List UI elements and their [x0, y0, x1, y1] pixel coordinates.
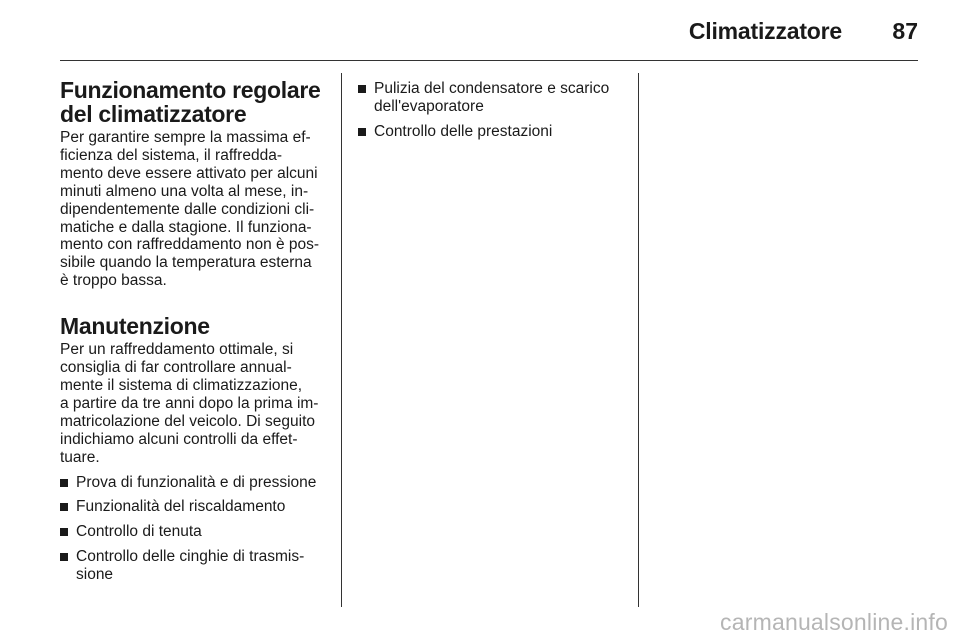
- page-header: [60, 14, 918, 60]
- header-divider: [60, 60, 918, 61]
- list-item-text: Prova di funzionalità e di pressione: [76, 473, 317, 491]
- heading-maintenance: Manutenzione: [60, 313, 210, 340]
- maintenance-checklist-continued: [358, 80, 628, 141]
- paragraph-regular-operation: Per garantire sempre la massima ef- ficienza del sistema, il raffredda- mento deve essere attivato per alcuni minuti almeno una volta al mese, in- dipendentemente dalle condizioni cli- matiche e dalla stagione. Il funziona- mento con raffreddamento non è pos- sibile quando la temperatura esterna è troppo bassa.: [60, 129, 320, 290]
- list-item-text: Controllo delle prestazioni: [374, 122, 553, 140]
- column-divider-right: [638, 73, 639, 607]
- list-item: [60, 474, 330, 492]
- heading-regular-operation: Funzionamento regolare del climatizzatore: [60, 77, 321, 127]
- list-item-text: Pulizia del condensatore e scarico dell'evaporatore: [374, 80, 610, 115]
- square-bullet-icon: [358, 128, 366, 136]
- square-bullet-icon: [60, 479, 68, 487]
- square-bullet-icon: [60, 528, 68, 536]
- list-item-text: Funzionalità del riscaldamento: [76, 498, 286, 516]
- list-item: [60, 548, 330, 584]
- section-title: Climatizzatore: [688, 18, 842, 44]
- square-bullet-icon: [358, 85, 366, 93]
- list-item-text: Controllo di tenuta: [76, 523, 202, 541]
- watermark: carmanualsonline.info: [720, 609, 948, 635]
- list-item: [60, 498, 330, 516]
- square-bullet-icon: [60, 503, 68, 511]
- middle-column: [358, 80, 628, 141]
- column-divider-left: [341, 73, 342, 607]
- paragraph-maintenance: Per un raffreddamento ottimale, si consiglia di far controllare annual- mente il sistema di climatizzazione, a partire da tre anni dopo la prima im- matricolazione del veicolo. Di seguito indichiamo alcuni controlli da effet- tuare.: [60, 341, 319, 466]
- square-bullet-icon: [60, 553, 68, 561]
- list-item-text: Controllo delle cinghie di trasmis- sione: [76, 548, 305, 584]
- maintenance-checklist: [60, 474, 330, 585]
- list-item: [358, 80, 628, 116]
- page-number: 87: [892, 18, 918, 44]
- left-column: [60, 78, 330, 584]
- list-item: [358, 123, 628, 141]
- list-item: [60, 523, 330, 541]
